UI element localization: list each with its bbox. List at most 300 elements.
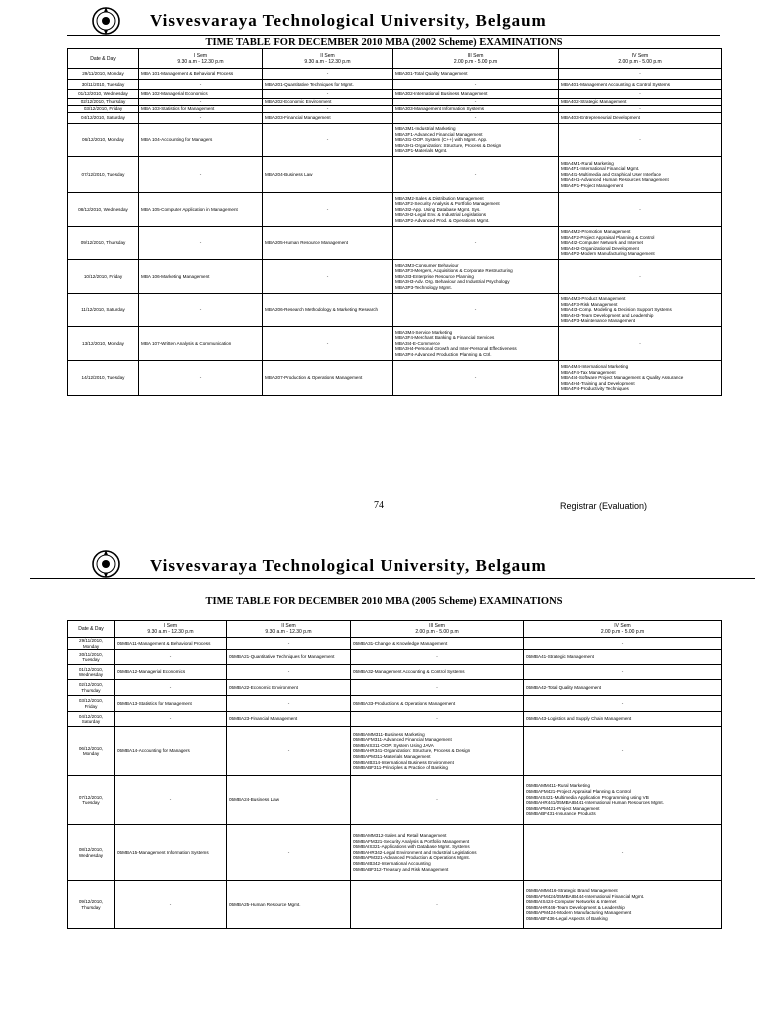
subject-text: - bbox=[169, 684, 172, 690]
subject-cell bbox=[139, 361, 263, 396]
date-cell bbox=[68, 881, 115, 929]
subject-cell bbox=[263, 99, 393, 106]
table-row bbox=[68, 80, 722, 90]
subject-text: MBA3F1-Advanced Financial Management bbox=[395, 131, 483, 137]
subject-text: MBA302-International Business Management bbox=[395, 91, 488, 97]
subject-text: - bbox=[326, 71, 329, 77]
subject-cell bbox=[559, 80, 722, 90]
subject-cell bbox=[559, 99, 722, 106]
subject-text: - bbox=[169, 716, 172, 722]
header-rule bbox=[67, 35, 720, 36]
date-text: 01/12/2010, Wednesday bbox=[78, 91, 128, 97]
subject-text: 05MBAFM424/05MBAIB444-International Financial Mgmt. bbox=[526, 893, 645, 899]
subject-text: MBA3I3-Enterprise Resource Planning bbox=[395, 273, 474, 279]
subject-text: 05MBAMM312-Sales and Retail Management bbox=[353, 833, 447, 839]
subject-text: 05MBA15-Management Information Systems bbox=[117, 849, 209, 855]
subject-cell bbox=[393, 99, 559, 106]
date-cell bbox=[68, 825, 115, 881]
subject-text: 05MBAFM311-Advanced Financial Management bbox=[353, 737, 452, 743]
table-row bbox=[68, 727, 722, 776]
timetable-2005-scheme bbox=[67, 620, 722, 929]
subject-text: MBA4P1-Project Management bbox=[561, 182, 624, 188]
subject-text: - bbox=[639, 71, 641, 77]
subject-cell bbox=[524, 638, 722, 650]
column-header-sem: IV Sem bbox=[614, 623, 631, 629]
subject-cell bbox=[115, 712, 227, 727]
subject-text: MBA3H1-Organization: Structure, Process & Design bbox=[395, 142, 502, 148]
column-header-sem: Date & Day bbox=[78, 626, 104, 632]
timetable-2002-scheme bbox=[67, 48, 722, 396]
subject-cell bbox=[393, 327, 559, 361]
column-header bbox=[393, 49, 559, 69]
subject-text: MBA 101-Management & Behavioral Process bbox=[141, 71, 234, 77]
column-header-time: 2.00 p.m - 5.00 p.m bbox=[618, 58, 662, 65]
date-cell bbox=[68, 227, 139, 260]
subject-text: MBA207-Production & Operations Management bbox=[265, 375, 363, 381]
date-text: Wednesday bbox=[78, 672, 104, 678]
subject-cell bbox=[524, 825, 722, 881]
column-header-time: 2.00 p.m - 5.00 p.m bbox=[600, 629, 645, 635]
subject-cell bbox=[139, 193, 263, 227]
subject-text: MBA4P2-Modern Manufacturing Management bbox=[561, 251, 655, 257]
subject-cell bbox=[351, 650, 524, 665]
subject-text: - bbox=[199, 81, 202, 87]
subject-cell bbox=[263, 124, 393, 157]
date-cell bbox=[68, 712, 115, 727]
subject-text: - bbox=[169, 654, 172, 660]
subject-text: MBA 106-Marketing Management bbox=[141, 273, 210, 279]
date-cell bbox=[68, 260, 139, 294]
subject-cell bbox=[524, 727, 722, 776]
subject-text: 05MBAIB342-International Accounting bbox=[353, 861, 431, 867]
subject-text: 05MBAHR342-Legal Environment and Industrial Legislations bbox=[353, 849, 477, 855]
column-header bbox=[139, 49, 263, 69]
date-text: 03/12/2010, bbox=[78, 698, 104, 704]
subject-cell bbox=[227, 881, 351, 929]
subject-text: - bbox=[436, 654, 438, 660]
subject-text: - bbox=[436, 901, 438, 907]
subject-text: MBA4M3-Product Management bbox=[561, 296, 626, 302]
date-text: 04/12/2010, bbox=[78, 713, 104, 719]
subject-cell bbox=[227, 825, 351, 881]
column-header-sem: Date & Day bbox=[90, 55, 116, 62]
subject-cell bbox=[393, 69, 559, 80]
subject-text: MBA4I1-Multimedia and Graphical User Interface bbox=[561, 171, 662, 177]
subject-cell bbox=[524, 881, 722, 929]
subject-cell bbox=[139, 294, 263, 327]
subject-cell bbox=[139, 69, 263, 80]
subject-text: - bbox=[169, 901, 172, 907]
subject-cell bbox=[351, 881, 524, 929]
date-cell bbox=[68, 294, 139, 327]
table-row bbox=[68, 881, 722, 929]
subject-cell bbox=[393, 124, 559, 157]
university-logo bbox=[91, 549, 121, 579]
subject-text: 05MBAPM311-Materials Management bbox=[353, 753, 431, 759]
subject-cell bbox=[559, 90, 722, 99]
subject-text: MBA3I4-E-Commerce bbox=[395, 340, 440, 346]
subject-text: 05MBA31-Change & Knowledge Management bbox=[353, 640, 448, 646]
subject-cell bbox=[263, 227, 393, 260]
date-cell bbox=[68, 638, 115, 650]
column-header-sem: II Sem bbox=[320, 52, 335, 59]
date-text: 13/12/2010, Monday bbox=[82, 340, 124, 346]
date-text: 01/12/2010, bbox=[78, 666, 104, 672]
subject-text: 05MBAHR441/05MBAIB441-International Human Resources Mgmt. bbox=[526, 800, 664, 806]
subject-cell bbox=[559, 69, 722, 80]
subject-cell bbox=[139, 227, 263, 260]
subject-cell bbox=[351, 638, 524, 650]
subject-cell bbox=[263, 157, 393, 193]
subject-text: MBA3M4-Service Marketing bbox=[395, 329, 453, 335]
subject-text: MBA3I2-App. Using Database Mgmt. Sys. bbox=[395, 206, 481, 212]
subject-text: MBA4I3-Comp. Modeling & Decision Support Systems bbox=[561, 307, 672, 313]
date-text: Wednesday bbox=[78, 852, 104, 858]
subject-text: - bbox=[199, 99, 202, 105]
subject-cell bbox=[559, 361, 722, 396]
subject-text: MBA202-Economic Environment bbox=[265, 99, 332, 105]
subject-cell bbox=[524, 776, 722, 825]
table-row bbox=[68, 294, 722, 327]
subject-cell bbox=[115, 680, 227, 696]
subject-text: - bbox=[474, 115, 477, 121]
date-cell bbox=[68, 69, 139, 80]
subject-cell bbox=[227, 712, 351, 727]
subject-text: MBA3P3-Technology Mgmt. bbox=[395, 284, 452, 290]
university-name: Visvesvaraya Technological University, Belgaum bbox=[150, 556, 547, 575]
subject-cell bbox=[139, 113, 263, 124]
subject-text: - bbox=[436, 797, 438, 803]
table-row bbox=[68, 227, 722, 260]
subject-text: 05MBABF311-Principles & Practice of Banking bbox=[353, 765, 448, 771]
subject-text: - bbox=[474, 375, 477, 381]
subject-text: - bbox=[199, 115, 202, 121]
subject-text: MBA4F3-Risk Management bbox=[561, 301, 618, 307]
subject-text: - bbox=[621, 748, 624, 754]
subject-text: 05MBAIS421-Multimedia Application Programming using VB bbox=[526, 794, 649, 800]
subject-cell bbox=[393, 227, 559, 260]
subject-text: 05MBAIS311-OOP. System Using JAVA bbox=[353, 742, 434, 748]
subject-text: - bbox=[621, 849, 624, 855]
subject-text: 05MBAFM421-Project Appraisal Planning & Control bbox=[526, 789, 631, 794]
date-text: Thursday bbox=[81, 904, 101, 910]
subject-cell bbox=[115, 881, 227, 929]
subject-cell bbox=[115, 638, 227, 650]
subject-cell bbox=[115, 727, 227, 776]
subject-text: MBA 107-Written Analysis & Communication bbox=[141, 340, 232, 346]
subject-cell bbox=[393, 157, 559, 193]
column-header bbox=[559, 49, 722, 69]
subject-cell bbox=[139, 260, 263, 294]
date-cell bbox=[68, 157, 139, 193]
subject-cell bbox=[524, 712, 722, 727]
subject-cell bbox=[351, 825, 524, 881]
date-cell bbox=[68, 776, 115, 825]
subject-text: - bbox=[639, 340, 641, 346]
university-logo bbox=[91, 6, 121, 36]
table-row bbox=[68, 90, 722, 99]
table-row bbox=[68, 99, 722, 106]
date-text: 03/12/2010, Friday bbox=[83, 106, 123, 112]
table-row bbox=[68, 327, 722, 361]
subject-cell bbox=[115, 650, 227, 665]
subject-text: - bbox=[436, 684, 438, 690]
subject-text: 05MBA42-Total Quality Management bbox=[526, 684, 602, 690]
date-text: 07/12/2010, bbox=[78, 794, 104, 800]
subject-text: - bbox=[199, 240, 202, 246]
column-header-sem: I Sem bbox=[163, 623, 178, 629]
column-header-time: 2.00 p.m - 5.00 p.m bbox=[453, 58, 498, 65]
subject-cell bbox=[263, 260, 393, 294]
column-header bbox=[263, 49, 393, 69]
subject-text: - bbox=[287, 700, 290, 706]
subject-cell bbox=[351, 696, 524, 712]
subject-cell bbox=[559, 124, 722, 157]
subject-text: 05MBAIB314-International Business Environment bbox=[353, 759, 454, 765]
column-header-time: 9.30 a.m - 12.30 p.m bbox=[304, 58, 351, 65]
subject-cell bbox=[115, 825, 227, 881]
subject-text: 05MBA22-Economic Environment bbox=[229, 684, 298, 690]
date-text: Friday bbox=[84, 703, 98, 709]
subject-text: MBA4M4-International Marketing bbox=[561, 364, 629, 370]
date-text: Monday bbox=[82, 643, 100, 649]
date-cell bbox=[68, 650, 115, 665]
subject-cell bbox=[559, 260, 722, 294]
subject-text: 05MBA25-Human Resource Mgmt. bbox=[229, 901, 301, 907]
table-header-row bbox=[68, 49, 722, 69]
subject-cell bbox=[393, 106, 559, 113]
subject-text: - bbox=[199, 307, 202, 313]
date-text: 29/11/2010, Monday bbox=[82, 71, 124, 77]
subject-cell bbox=[139, 90, 263, 99]
date-text: 29/11/2010, bbox=[79, 638, 103, 643]
column-header-sem: III Sem bbox=[429, 623, 445, 629]
subject-text: MBA201-Quantitative Techniques for Mgmt. bbox=[265, 81, 354, 87]
subject-cell bbox=[351, 680, 524, 696]
header-rule bbox=[30, 578, 755, 579]
date-text: 02/12/2010, bbox=[78, 682, 104, 688]
subject-cell bbox=[263, 294, 393, 327]
subject-text: 05MBAPM424-Modern Manufacturing Management bbox=[526, 910, 632, 916]
subject-cell bbox=[393, 361, 559, 396]
subject-cell bbox=[263, 327, 393, 361]
timetable-title: TIME TABLE FOR DECEMBER 2010 MBA (2002 Scheme) EXAMINATIONS bbox=[205, 37, 563, 48]
subject-text: MBA4F2-Project Appraisal Planning & Control bbox=[561, 234, 655, 240]
subject-text: - bbox=[287, 849, 290, 855]
subject-cell bbox=[263, 90, 393, 99]
subject-text: 05MBA12-Managerial Economics bbox=[117, 669, 186, 675]
subject-cell bbox=[351, 727, 524, 776]
table-header-row bbox=[68, 621, 722, 638]
subject-text: MBA303-Management Information Systems bbox=[395, 106, 485, 112]
subject-text: 05MBABF436-Legal Aspects of Banking bbox=[526, 915, 608, 921]
date-text: Monday bbox=[82, 751, 100, 757]
subject-cell bbox=[139, 99, 263, 106]
date-cell bbox=[68, 90, 139, 99]
subject-text: MBA3H4-Personal Growth and Inter-Personal Effectiveness bbox=[395, 346, 517, 352]
registrar-signature-label: Registrar (Evaluation) bbox=[560, 501, 648, 511]
subject-cell bbox=[227, 680, 351, 696]
subject-text: MBA4M1-Rural Marketing bbox=[561, 160, 614, 166]
subject-text: MBA301-Total Quality Management bbox=[395, 71, 468, 77]
date-cell bbox=[68, 327, 139, 361]
subject-text: MBA3F4-Merchant Banking & Financial Services bbox=[395, 335, 495, 341]
subject-text: - bbox=[474, 171, 477, 177]
subject-text: 05MBAMM416-Strategic Brand Management bbox=[526, 887, 618, 893]
table-row bbox=[68, 665, 722, 680]
subject-text: - bbox=[474, 240, 477, 246]
subject-text: - bbox=[326, 273, 329, 279]
subject-text: MBA3P1-Materials Mgmt. bbox=[395, 148, 448, 154]
subject-text: - bbox=[326, 91, 329, 97]
date-text: Thursday bbox=[81, 687, 101, 693]
subject-cell bbox=[263, 69, 393, 80]
date-text: Saturday bbox=[81, 719, 101, 725]
subject-cell bbox=[115, 665, 227, 680]
subject-text: MBA3F3-Mergers, Acquisitions & Corporate Restructuring bbox=[395, 268, 513, 274]
date-text: 02/12/2010, Thursday bbox=[80, 99, 126, 105]
subject-text: MBA3H2-Legal Env. & Industrial Legislations bbox=[395, 212, 487, 218]
subject-text: MBA 102-Managerial Economics bbox=[141, 91, 208, 97]
table-row bbox=[68, 124, 722, 157]
date-text: 09/12/2010, bbox=[78, 899, 104, 905]
date-text: 06/12/2010, bbox=[78, 745, 104, 751]
subject-text: MBA3M2-Sales & Distribution Management bbox=[395, 195, 484, 201]
date-cell bbox=[68, 99, 139, 106]
date-cell bbox=[68, 113, 139, 124]
date-text: 14/12/2010, Tuesday bbox=[81, 375, 125, 381]
column-header bbox=[351, 621, 524, 638]
subject-text: MBA4P3-Maintenance Management bbox=[561, 318, 636, 324]
subject-cell bbox=[524, 650, 722, 665]
table-row bbox=[68, 776, 722, 825]
subject-cell bbox=[393, 80, 559, 90]
subject-text: - bbox=[199, 171, 202, 177]
subject-text: MBA4M2-Promotion Management bbox=[561, 229, 631, 235]
subject-text: - bbox=[639, 106, 641, 112]
column-header-sem: I Sem bbox=[193, 52, 208, 59]
subject-text: MBA 103-Statistics for Management bbox=[141, 106, 215, 112]
subject-text: 05MBA33-Productions & Operations Management bbox=[353, 700, 456, 706]
subject-cell bbox=[227, 727, 351, 776]
subject-text: MBA205-Human Resource Management bbox=[265, 240, 348, 246]
subject-text: MBA4F4-Tax Management bbox=[561, 369, 616, 375]
subject-text: MBA3I1-OOP. System (C++) with Mgmt. App. bbox=[395, 137, 488, 143]
subject-cell bbox=[115, 696, 227, 712]
subject-text: 05MBAFM321-Security Analysis & Portfolio Management bbox=[353, 838, 470, 844]
subject-text: MBA3M1-Industrial Marketing bbox=[395, 126, 456, 132]
subject-text: - bbox=[621, 640, 624, 646]
subject-cell bbox=[351, 776, 524, 825]
subject-text: - bbox=[639, 137, 641, 143]
subject-text: - bbox=[169, 797, 172, 803]
subject-cell bbox=[139, 124, 263, 157]
date-text: Tuesday bbox=[82, 800, 100, 806]
subject-cell bbox=[139, 157, 263, 193]
subject-text: - bbox=[287, 748, 290, 754]
date-cell bbox=[68, 665, 115, 680]
table-row bbox=[68, 712, 722, 727]
subject-text: 05MBAIS424-Computer Networks & Internet bbox=[526, 899, 617, 905]
date-text: 07/12/2010, Tuesday bbox=[81, 171, 125, 177]
date-text: 30/11/2010, bbox=[79, 651, 103, 657]
subject-text: 05MBA41-Strategic Management bbox=[526, 654, 594, 660]
subject-text: MBA3F2-Security Analysis & Portfolio Management bbox=[395, 201, 500, 207]
column-header bbox=[68, 49, 139, 69]
subject-cell bbox=[559, 327, 722, 361]
subject-text: MBA4H3-Team Development and Leadership bbox=[561, 312, 654, 318]
table-row bbox=[68, 638, 722, 650]
subject-text: MBA4I4-Software Project Management & Quality Assurance bbox=[561, 375, 684, 381]
column-header-time: 9.30 a.m - 12.30 p.m bbox=[265, 629, 312, 635]
column-header bbox=[115, 621, 227, 638]
subject-cell bbox=[559, 106, 722, 113]
subject-text: MBA403-Entrepreneurial Development bbox=[561, 115, 640, 121]
subject-cell bbox=[559, 157, 722, 193]
date-cell bbox=[68, 696, 115, 712]
column-header-sem: II Sem bbox=[281, 623, 296, 629]
subject-text: MBA203-Financial Management bbox=[265, 115, 331, 121]
subject-text: 05MBA13-Statistics for Management bbox=[117, 700, 192, 706]
subject-cell bbox=[559, 227, 722, 260]
table-row bbox=[68, 260, 722, 294]
subject-text: - bbox=[436, 716, 438, 722]
subject-text: MBA4H4-Training and Development bbox=[561, 380, 635, 386]
table-row bbox=[68, 193, 722, 227]
subject-text: - bbox=[621, 669, 624, 675]
subject-text: 05MBAHR341-Organization: Structure, Process & Design bbox=[353, 748, 471, 754]
subject-text: - bbox=[326, 206, 329, 212]
table-row bbox=[68, 650, 722, 665]
subject-text: 05MBAIS321-Applications with Database Mgmt. Systems bbox=[353, 844, 470, 850]
column-header bbox=[68, 621, 115, 638]
subject-text: MBA4P4-Productivity Techniques bbox=[561, 386, 629, 392]
subject-cell bbox=[393, 260, 559, 294]
subject-text: 05MBA24-Business Law bbox=[229, 797, 280, 803]
subject-text: - bbox=[621, 700, 624, 706]
table-row bbox=[68, 361, 722, 396]
subject-text: MBA4I2-Computer Network and Internet bbox=[561, 240, 643, 246]
subject-cell bbox=[263, 106, 393, 113]
subject-text: MBA3M3-Consumer Behaviour bbox=[395, 262, 459, 268]
subject-cell bbox=[263, 361, 393, 396]
subject-text: MBA3P4-Advanced Production Planning & Ctrl. bbox=[395, 351, 492, 357]
subject-text: - bbox=[639, 206, 641, 212]
subject-text: 05MBAPM321-Advanced Production & Operations Mgmt. bbox=[353, 855, 470, 861]
subject-text: - bbox=[287, 640, 290, 646]
subject-cell bbox=[139, 106, 263, 113]
subject-text: 05MBA23-Financial Management bbox=[229, 716, 298, 722]
timetable-title: TIME TABLE FOR DECEMBER 2010 MBA (2005 Scheme) EXAMINATIONS bbox=[205, 596, 563, 607]
subject-cell bbox=[227, 696, 351, 712]
subject-text: 05MBA21-Quantitative Techniques for Management bbox=[229, 654, 335, 660]
subject-text: MBA402-Strategic Management bbox=[561, 99, 627, 105]
subject-text: MBA204-Business Law bbox=[265, 171, 313, 177]
date-text: 08/12/2010, Wednesday bbox=[78, 206, 128, 212]
subject-text: MBA 104-Accounting for Managers bbox=[141, 137, 213, 143]
date-text: Tuesday bbox=[82, 657, 100, 663]
subject-cell bbox=[524, 680, 722, 696]
subject-text: MBA3H3-Adv. Org. Behaviour and Industrial Psychology bbox=[395, 279, 510, 285]
subject-text: 05MBA11-Management & Behavioral Process bbox=[117, 640, 211, 646]
subject-text: 05MBAPM421-Project Management bbox=[526, 805, 600, 811]
subject-cell bbox=[351, 712, 524, 727]
subject-text: MBA4F1-International Financial Mgmt. bbox=[561, 166, 640, 172]
university-name: Visvesvaraya Technological University, Belgaum bbox=[150, 11, 547, 30]
subject-cell bbox=[351, 665, 524, 680]
subject-cell bbox=[524, 665, 722, 680]
subject-cell bbox=[139, 80, 263, 90]
